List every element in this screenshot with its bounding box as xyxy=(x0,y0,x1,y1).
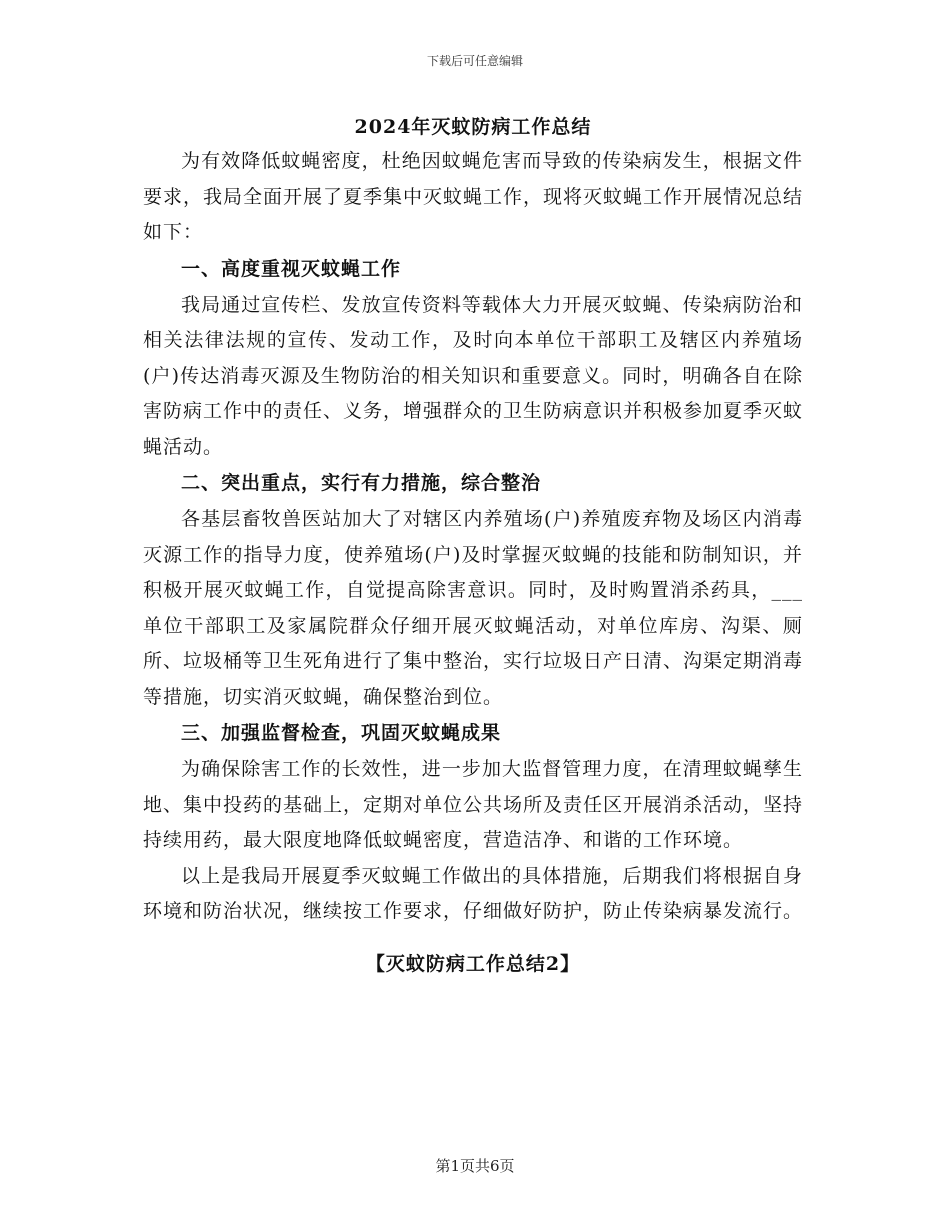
next-summary-title: 【灭蚊防病工作总结2】 xyxy=(365,952,581,975)
document-title: 2024年灭蚊防病工作总结 xyxy=(354,116,592,138)
section-1-heading: 一、高度重视灭蚊蝇工作 xyxy=(181,257,402,280)
section-2-body: 各基层畜牧兽医站加大了对辖区内养殖场(户)养殖废弃物及场区内消毒灭源工作的指导力度，使养殖场(户)及时掌握灭蚊蝇的技能和防制知识，并积极开展灭蚊蝇工作，自觉提高除害意识。同时，及时购置消杀药具，___单位干部职工及家属院群众仔细开展灭蚊蝇活动，对单位库房、沟渠、厕所、垃圾桶等卫生死角进行了集中整治，实行垃圾日产日清、沟渠定期消毒等措施，切实消灭蚊蝇，确保整治到位。 xyxy=(143,508,804,708)
header-note: 下载后可任意编辑 xyxy=(426,54,523,68)
section-3-heading: 三、加强监督检查，巩固灭蚊蝇成果 xyxy=(181,722,502,744)
section-1-body: 我局通过宣传栏、发放宣传资料等载体大力开展灭蚊蝇、传染病防治和相关法律法规的宣传、发动工作，及时向本单位干部职工及辖区内养殖场(户)传达消毒灭源及生物防治的相关知识和重要意义。同时，明确各自在除害防病工作中的责任、义务，增强群众的卫生防病意识并积极参加夏季灭蚊蝇活动。 xyxy=(143,293,804,458)
intro-paragraph: 为有效降低蚊蝇密度，杜绝因蚊蝇危害而导致的传染病发生，根据文件要求，我局全面开展了夏季集中灭蚊蝇工作，现将灭蚊蝇工作开展情况总结如下： xyxy=(143,150,804,243)
section-3-body: 为确保除害工作的长效性，进一步加大监督管理力度，在清理蚊蝇孳生地、集中投药的基础上，定期对单位公共场所及责任区开展消杀活动，坚持持续用药，最大限度地降低蚊蝇密度，营造洁净、和谐的工作环境。 xyxy=(143,758,804,851)
page-number: 第1页共6页 xyxy=(435,1157,515,1175)
conclusion-paragraph: 以上是我局开展夏季灭蚊蝇工作做出的具体措施，后期我们将根据自身环境和防治状况，继续按工作要求，仔细做好防护，防止传染病暴发流行。 xyxy=(143,864,804,922)
document-body xyxy=(143,110,803,984)
section-2-heading: 二、突出重点，实行有力措施，综合整治 xyxy=(181,472,542,494)
